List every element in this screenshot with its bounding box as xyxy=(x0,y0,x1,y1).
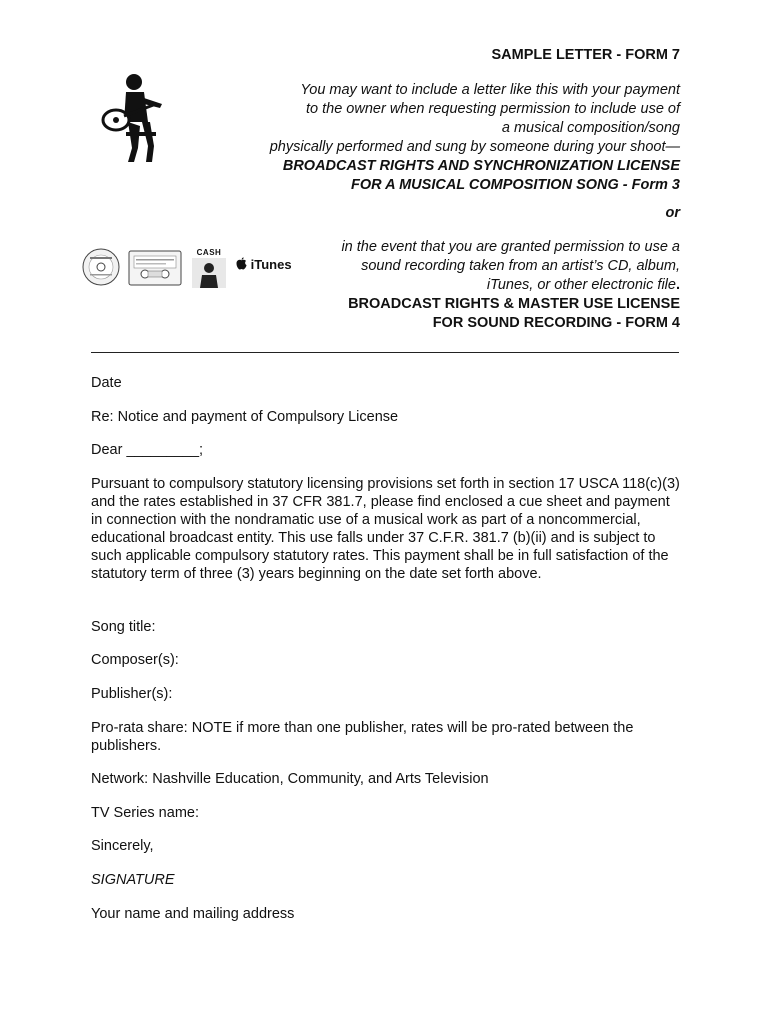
page-title: SAMPLE LETTER - FORM 7 xyxy=(491,47,680,63)
cd-icon xyxy=(82,248,120,286)
intro-line: physically performed and sung by someone during your shoot— xyxy=(269,139,680,155)
alternate-text xyxy=(300,238,680,333)
apple-icon xyxy=(236,257,251,272)
intro-text xyxy=(220,81,680,195)
letter-date: Date xyxy=(91,375,122,391)
album-title: CASH xyxy=(196,248,222,257)
song-title-field: Song title: xyxy=(91,619,156,635)
closing: Sincerely, xyxy=(91,838,154,854)
itunes-label: iTunes xyxy=(250,257,292,272)
itunes-logo xyxy=(236,257,292,272)
letter-re-line: Re: Notice and payment of Compulsory License xyxy=(91,409,399,425)
or-separator: or xyxy=(665,205,680,221)
divider xyxy=(91,352,679,353)
signature: SIGNATURE xyxy=(91,872,175,888)
intro-line: You may want to include a letter like this with your payment xyxy=(300,82,680,98)
intro-line: a musical composition/song xyxy=(501,120,680,136)
prorata-note: Pro-rata share: NOTE if more than one publisher, rates will be pro-rated between the publishers. xyxy=(91,720,634,754)
publishers-field: Publisher(s): xyxy=(91,686,173,702)
guitar-player-icon xyxy=(98,70,170,166)
intro-license-title: BROADCAST RIGHTS AND SYNCHRONIZATION LICENSE xyxy=(282,158,680,174)
cash-album-icon xyxy=(192,248,226,288)
alternate-line: in the event that you are granted permission to use a xyxy=(341,239,680,255)
alternate-line-text: iTunes, or other electronic file xyxy=(486,277,676,293)
intro-line: to the owner when requesting permission to include use of xyxy=(306,101,680,117)
cassette-icon xyxy=(128,248,182,288)
alternate-license-title: BROADCAST RIGHTS & MASTER USE LICENSE xyxy=(348,296,680,312)
alternate-line-period: . xyxy=(675,277,680,293)
intro-license-subtitle: FOR A MUSICAL COMPOSITION SONG - Form 3 xyxy=(351,177,680,193)
composers-field: Composer(s): xyxy=(91,652,179,668)
alternate-line xyxy=(300,276,680,295)
letter-salutation: Dear _________; xyxy=(91,442,204,458)
name-address-field: Your name and mailing address xyxy=(91,906,295,922)
alternate-line: sound recording taken from an artist’s CD, album, xyxy=(361,258,680,274)
network-field: Network: Nashville Education, Community, and Arts Television xyxy=(91,771,489,787)
letter-paragraph: Pursuant to compulsory statutory licensing provisions set forth in section 17 USCA 118(c)(3) and the rates established in 37 CFR 381.7, please find enclosed a cue sheet and payment in connection with the nondramatic use of a musical work as part of a noncommercial, educational broadcast entity. This use falls under 37 C.F.R. 381.7 (b)(ii) and is subject to such applicable compulsory statutory rates. This payment shall be in full satisfaction of the statutory term of three (3) years beginning on the date set forth above. xyxy=(91,476,680,582)
alternate-license-subtitle: FOR SOUND RECORDING - FORM 4 xyxy=(432,315,680,331)
tv-series-field: TV Series name: xyxy=(91,805,199,821)
